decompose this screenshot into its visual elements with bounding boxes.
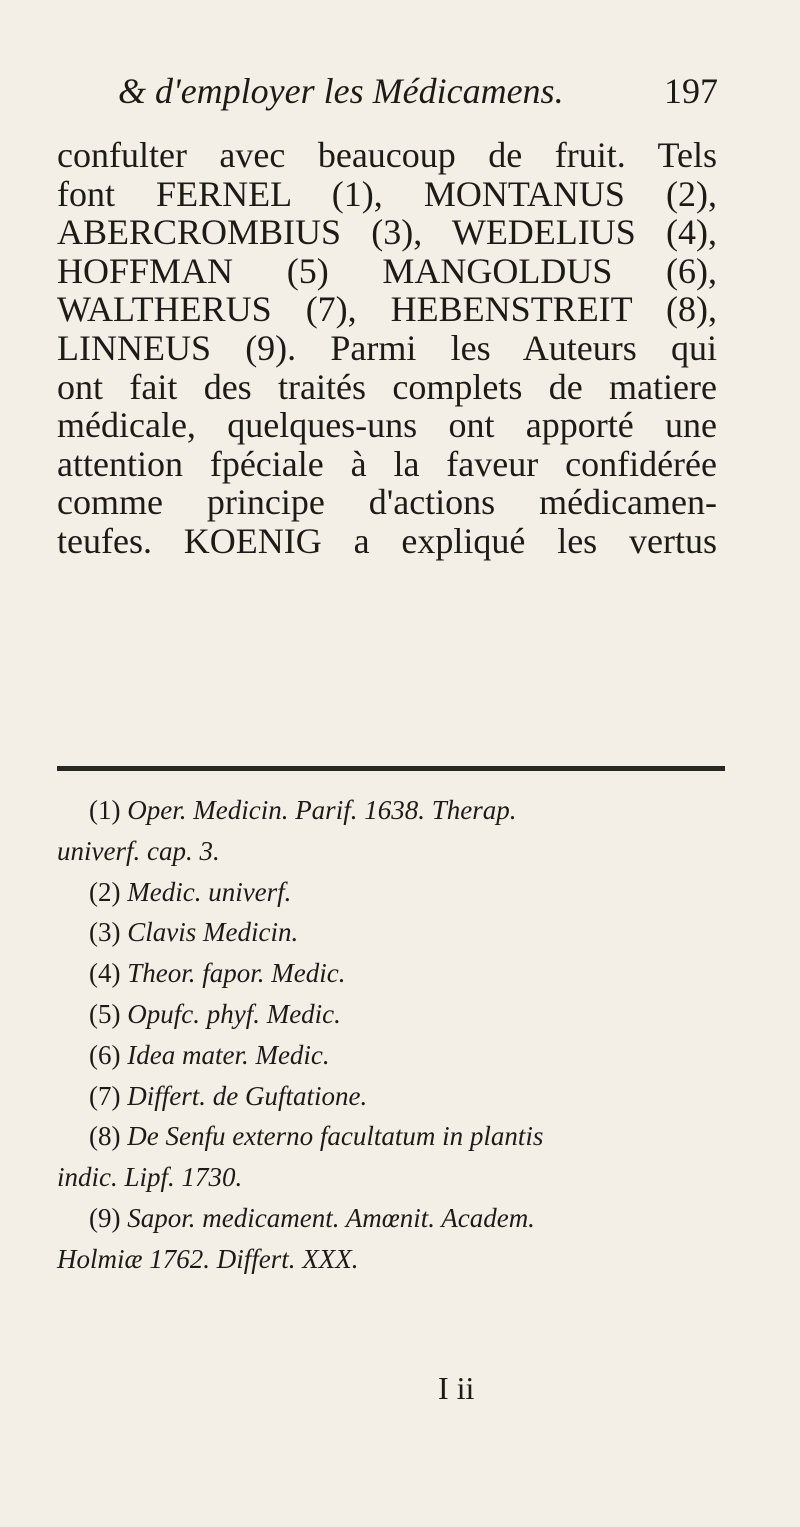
- text-line: WALTHERUS (7), HEBENSTREIT (8),: [57, 289, 717, 330]
- text-line: comme principe d'actions médicamen-: [57, 482, 717, 523]
- footnote-continuation: [57, 831, 725, 872]
- text-line: ABERCROMBIUS (3), WEDELIUS (4),: [57, 212, 717, 253]
- footnote: [57, 1198, 725, 1239]
- text-line: teufes. KOENIG a expliqué les vertus: [57, 520, 717, 561]
- footnote-text: De Senfu externo facultatum in plantis: [127, 1121, 544, 1152]
- footnote-text: Differt. de Guftatione.: [127, 1080, 368, 1111]
- footnote-number: (3): [89, 917, 121, 948]
- footnote-number: (5): [89, 998, 121, 1029]
- footnote-number: (2): [89, 876, 121, 907]
- footnote-text: Theor. fapor. Medic.: [127, 958, 346, 989]
- footnote-text: Holmiæ 1762. Differt. XXX.: [57, 1243, 359, 1274]
- running-title: & d'employer les Médicamens.: [118, 71, 564, 111]
- footnote-text: Oper. Medicin. Parif. 1638. Therap.: [127, 795, 517, 825]
- footnote: [57, 1076, 725, 1117]
- text-line: LINNEUS (9). Parmi les Auteurs qui: [57, 327, 717, 368]
- footnote-continuation: [57, 1239, 725, 1280]
- text-line: confulter avec beaucoup de fruit. Tels: [57, 135, 717, 175]
- footnote: [57, 953, 725, 994]
- footnote: [57, 994, 725, 1035]
- footnote-text: Opufc. phyf. Medic.: [127, 998, 341, 1029]
- main-text: [57, 136, 717, 561]
- text-line: médicale, quelques-uns ont apporté une: [57, 405, 717, 446]
- footnote-text: Idea mater. Medic.: [127, 1039, 330, 1070]
- page-header: [118, 70, 718, 118]
- footnote-text: Sapor. medicament. Amœnit. Academ.: [127, 1202, 535, 1233]
- text-line: HOFFMAN (5) MANGOLDUS (6),: [57, 250, 717, 291]
- footnote-number: (7): [89, 1080, 121, 1111]
- footnote-text: indic. Lipf. 1730.: [57, 1162, 243, 1193]
- text-line: attention fpéciale à la faveur confidérée: [57, 443, 717, 484]
- footnote-number: (8): [89, 1121, 121, 1152]
- footnote-separator-rule: [57, 766, 725, 771]
- footnote-text: univerf. cap. 3.: [57, 835, 220, 866]
- footnote: [57, 872, 725, 913]
- footnote-text: Clavis Medicin.: [127, 917, 299, 948]
- footnote-number: (4): [89, 958, 121, 989]
- text-line: ont fait des traités complets de matiere: [57, 366, 717, 407]
- footnotes: [57, 790, 725, 1280]
- footnote-number: (1): [89, 795, 121, 825]
- footnote-number: (9): [89, 1202, 121, 1233]
- footnote-continuation: [57, 1157, 725, 1198]
- text-line: font FERNEL (1), MONTANUS (2),: [57, 173, 717, 214]
- footnote: [57, 912, 725, 953]
- footnote: [57, 1116, 725, 1157]
- footnote-text: Medic. univerf.: [127, 876, 292, 907]
- page-number: 197: [664, 71, 718, 111]
- footnote: [57, 1035, 725, 1076]
- signature-mark: I ii: [438, 1370, 475, 1406]
- footnote-number: (6): [89, 1039, 121, 1070]
- footnote: [57, 790, 725, 831]
